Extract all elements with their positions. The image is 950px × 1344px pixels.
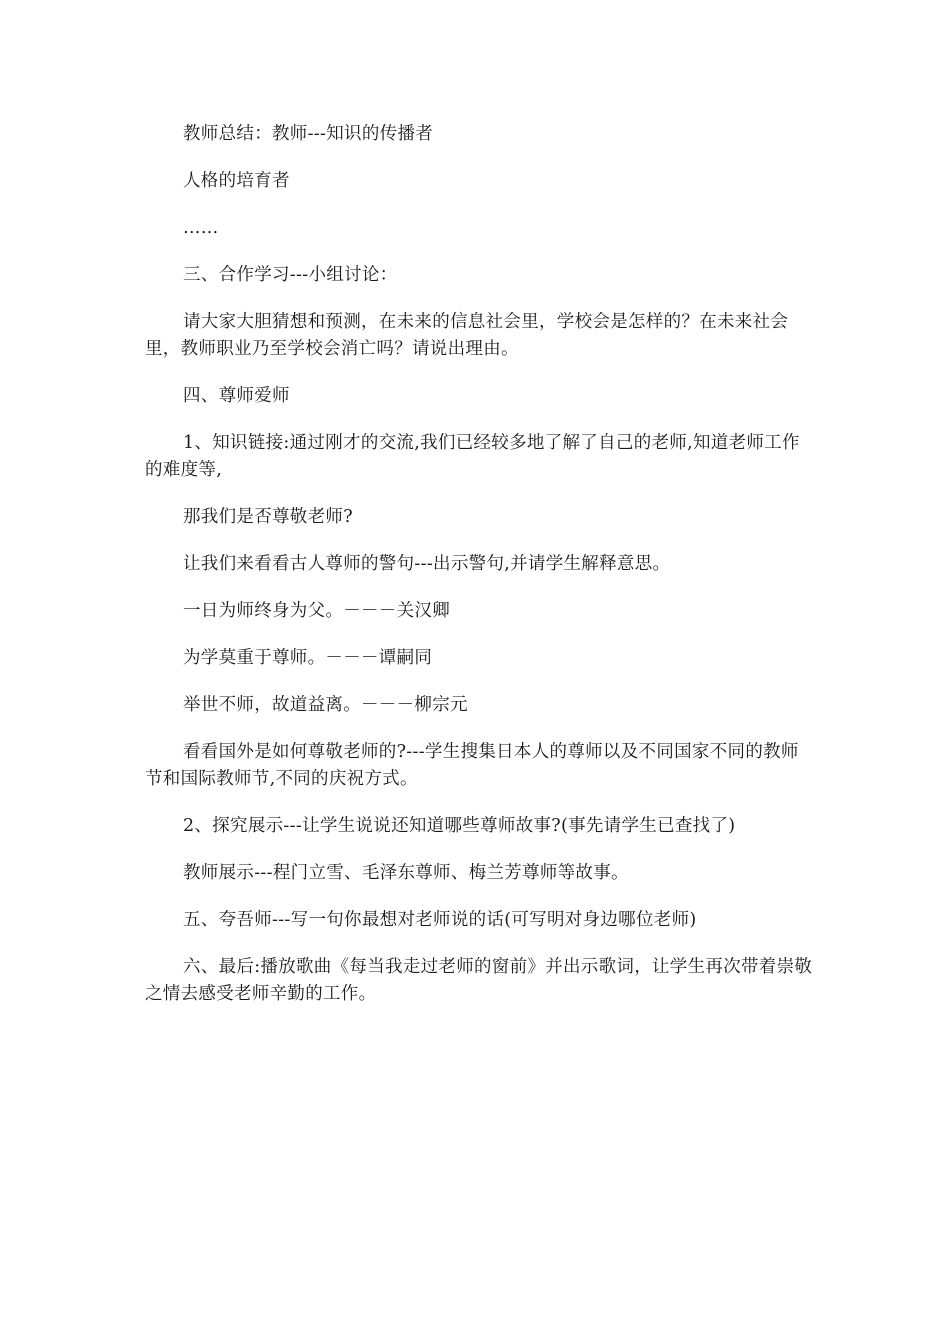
heading-section-3: 三、合作学习---小组讨论： (183, 265, 398, 285)
paragraph-teacher-stories: 教师展示---程门立雪、毛泽东尊师、梅兰芳尊师等故事。 (183, 863, 629, 883)
paragraph-ancient-quotes-intro: 让我们来看看古人尊师的警句---出示警句,并请学生解释意思。 (183, 554, 671, 574)
paragraph-discussion-prompt: 请大家大胆猜想和预测，在未来的信息社会里，学校会是怎样的？在未来社会里，教师职业乃至学校会消亡吗？请说出理由。 (145, 312, 789, 359)
paragraph-explore-show: 2、探究展示---让学生说说还知道哪些尊师故事?(事先请学生已查找了) (183, 816, 736, 836)
paragraph-respect-question: 那我们是否尊敬老师? (183, 507, 353, 527)
paragraph-knowledge-link: 1、知识链接:通过刚才的交流,我们已经较多地了解了自己的老师,知道老师工作的难度等, (145, 433, 800, 480)
quote-tan-sitong: 为学莫重于尊师。－－－谭嗣同 (183, 648, 433, 668)
heading-section-5: 五、夸吾师---写一句你最想对老师说的话(可写明对身边哪位老师) (183, 910, 697, 930)
paragraph-personality-cultivator: 人格的培育者 (183, 171, 290, 191)
paragraph-teacher-summary: 教师总结：教师---知识的传播者 (183, 124, 434, 144)
heading-section-4: 四、尊师爱师 (183, 386, 290, 406)
paragraph-ellipsis: …… (183, 218, 219, 238)
document-page (145, 121, 813, 1028)
quote-guan-hanqing: 一日为师终身为父。－－－关汉卿 (183, 601, 450, 621)
paragraph-section-6-final: 六、最后:播放歌曲《每当我走过老师的窗前》并出示歌词，让学生再次带着崇敬之情去感受老师辛勤的工作。 (145, 957, 813, 1004)
paragraph-foreign-respect: 看看国外是如何尊敬老师的?---学生搜集日本人的尊师以及不同国家不同的教师节和国际教师节,不同的庆祝方式。 (145, 742, 799, 789)
quote-liu-zongyuan: 举世不师，故道益离。－－－柳宗元 (183, 695, 468, 715)
